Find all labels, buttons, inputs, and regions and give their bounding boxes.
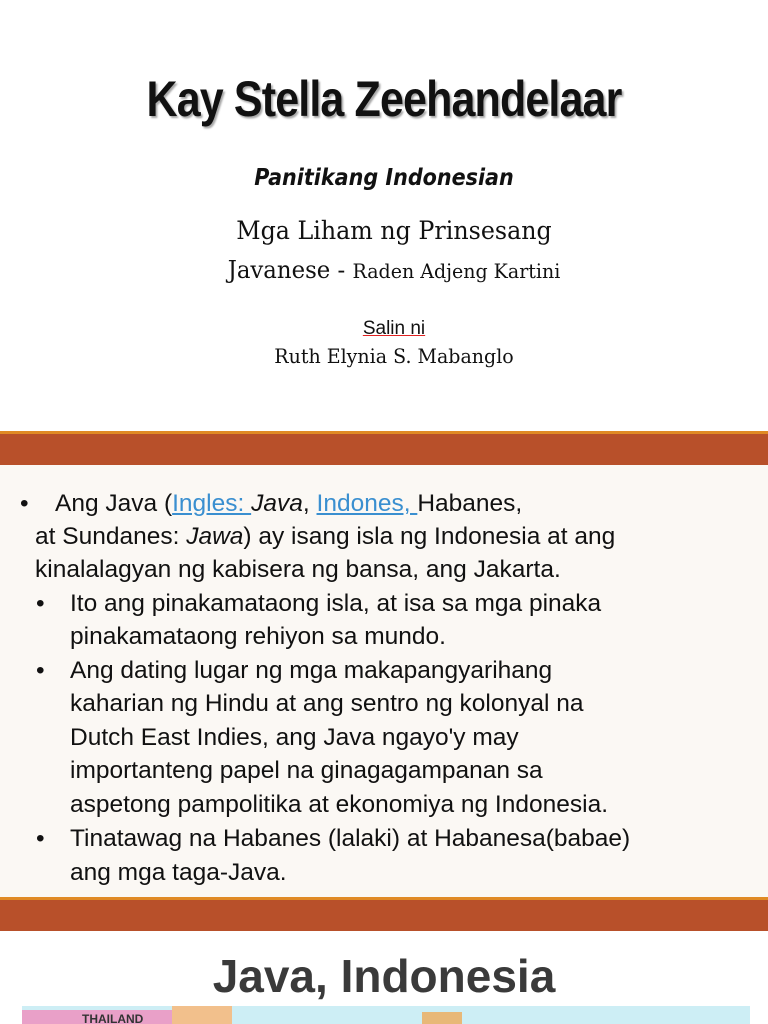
indones-link[interactable]: Indones,: [316, 490, 418, 517]
translated-by-label: [0, 318, 768, 340]
map-slide-title: Java, Indonesia: [212, 950, 556, 1002]
list-item: Ang dating lugar ng mga makapangyarihang: [70, 657, 553, 684]
map-land-region: [172, 1006, 232, 1024]
list-item: kaharian ng Hindu at ang sentro ng kolonyal na: [70, 690, 584, 717]
list-item: pinakamataong rehiyon sa mundo.: [70, 623, 446, 650]
author-name: Raden Adjeng Kartini: [352, 259, 561, 283]
salin-text: Salin ni: [362, 318, 426, 339]
para1-line2: [35, 520, 615, 554]
bullet-marker: •: [36, 590, 45, 617]
para1-line2-a: at Sundanes:: [35, 523, 187, 550]
list-item: Ito ang pinakamataong isla, at isa sa mga pinaka: [70, 590, 602, 617]
jawa-italic: Jawa: [186, 523, 244, 550]
list-item: ang mga taga-Java.: [70, 859, 287, 886]
translator-name: Ruth Elynia S. Mabanglo: [274, 344, 514, 368]
para1-line2-b: ) ay isang isla ng Indonesia at ang: [243, 523, 616, 550]
bullet-marker: •: [36, 657, 45, 684]
letters-line-2: [20, 256, 768, 284]
map-country-label: THAILAND: [82, 1012, 144, 1024]
ingles-link[interactable]: Ingles:: [172, 490, 252, 517]
letters-line-2-javanese: Javanese -: [227, 256, 353, 284]
list-item: aspetong pampolitika at ekonomiya ng Indonesia.: [70, 791, 608, 818]
title-slide: [0, 0, 768, 431]
list-item: importanteng papel na ginagagampanan sa: [70, 757, 543, 784]
list-item: Tinatawag na Habanes (lalaki) at Habanesa(babae): [70, 825, 631, 852]
java-italic: Java: [251, 490, 303, 517]
slide-subtitle: Panitikang Indonesian: [254, 165, 514, 191]
para1-text-b: Habanes,: [417, 490, 523, 517]
content-slide: [0, 465, 768, 897]
bullet-marker: •: [36, 825, 45, 852]
slide-title: Kay Stella Zeehandelaar: [146, 71, 622, 127]
para1-text-a: Ang Java (: [55, 490, 173, 517]
slide-divider-2: [0, 897, 768, 931]
letters-line-1: Mga Liham ng Prinsesang: [236, 216, 552, 245]
slide-divider-1: [0, 431, 768, 465]
map-slide: [0, 931, 768, 1024]
para1-comma: ,: [302, 490, 317, 517]
para1-line3: kinalalagyan ng kabisera ng bansa, ang Jakarta.: [35, 556, 561, 583]
list-item: Dutch East Indies, ang Java ngayo'y may: [70, 724, 519, 751]
para1-line1: [55, 487, 522, 521]
java-map: [22, 1006, 750, 1024]
map-land-region: [422, 1012, 462, 1024]
bullet-marker: •: [20, 490, 29, 517]
